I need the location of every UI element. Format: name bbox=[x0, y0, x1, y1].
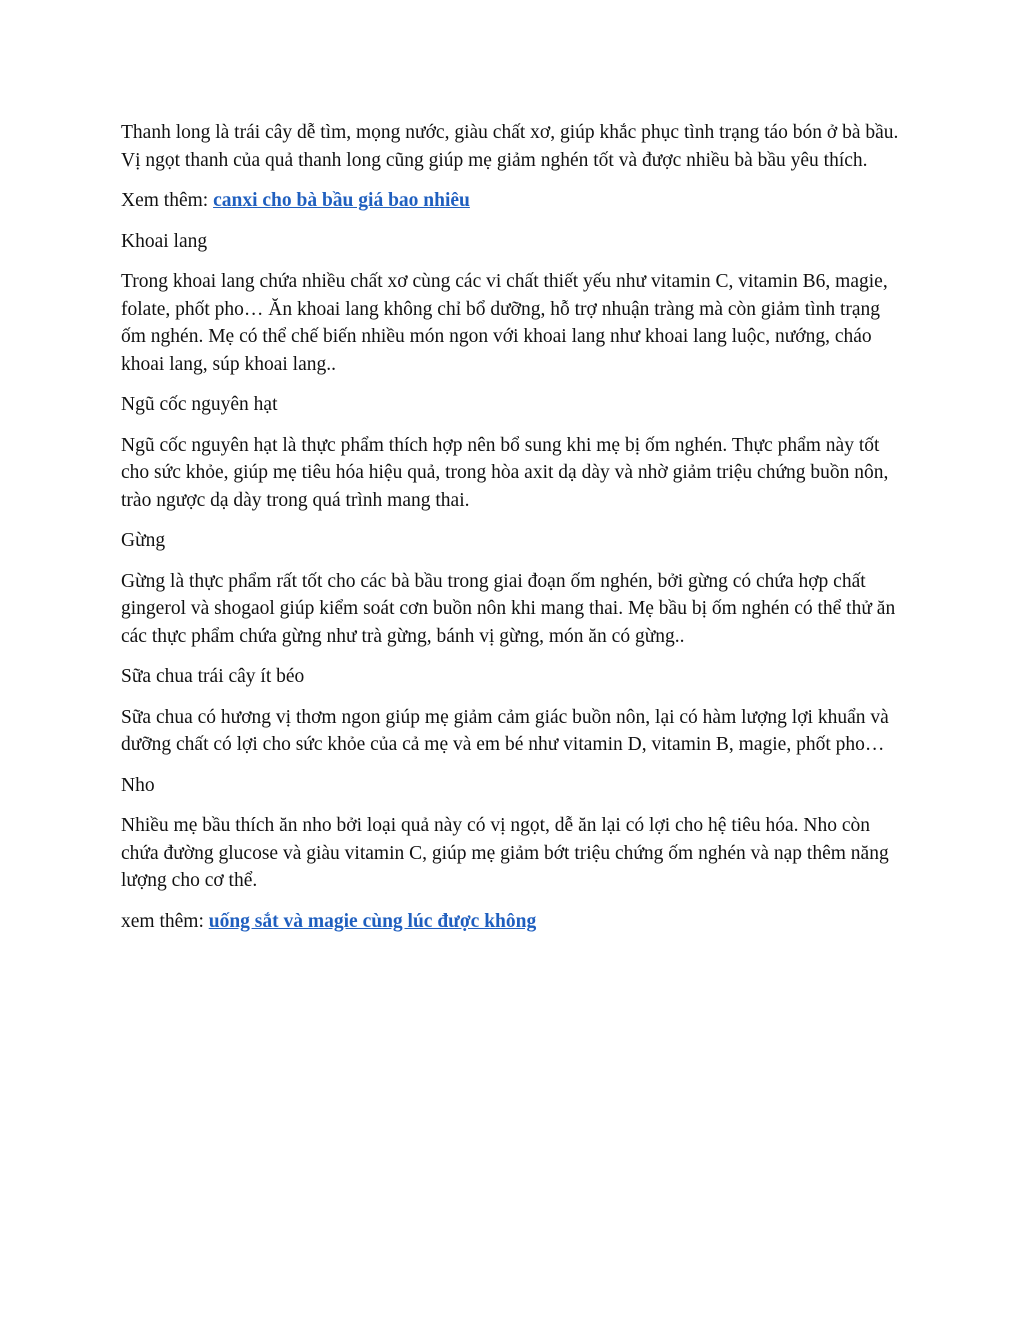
see-more-line-1 bbox=[121, 187, 907, 215]
heading-ngu-coc: Ngũ cốc nguyên hạt bbox=[121, 394, 278, 415]
see-more-line-2 bbox=[121, 908, 907, 936]
link-sat-magie[interactable]: uống sắt và magie cùng lúc được không bbox=[208, 910, 537, 932]
link-canxi-ba-bau[interactable]: canxi cho bà bầu giá bao nhiêu bbox=[213, 190, 470, 211]
see-more-prefix: xem thêm: bbox=[121, 910, 209, 932]
paragraph-gung: Gừng là thực phẩm rất tốt cho các bà bầu trong giai đoạn ốm nghén, bởi gừng có chứa hợp chất gingerol và shogaol giúp kiểm soát cơn buồn nôn khi mang thai. Mẹ bầu bị ốm nghén có thể thử ăn các thực phẩm chứa gừng như trà gừng, bánh vị gừng, món ăn có gừng.. bbox=[121, 570, 896, 647]
see-more-prefix: Xem thêm: bbox=[121, 190, 214, 211]
paragraph-thanh-long: Thanh long là trái cây dễ tìm, mọng nước, giàu chất xơ, giúp khắc phục tình trạng táo bón ở bà bầu. Vị ngọt thanh của quả thanh long cũng giúp mẹ giảm nghén tốt và được nhiều bà bầu yêu thích. bbox=[121, 122, 899, 171]
heading-nho: Nho bbox=[121, 774, 155, 796]
heading-sua-chua: Sữa chua trái cây ít béo bbox=[121, 666, 305, 687]
document-body bbox=[121, 119, 907, 948]
paragraph-khoai-lang: Trong khoai lang chứa nhiều chất xơ cùng các vi chất thiết yếu như vitamin C, vitamin B6, magie, folate, phốt pho… Ăn khoai lang không chỉ bổ dưỡng, hỗ trợ nhuận tràng mà còn giảm tình trạng ốm nghén. Mẹ có thể chế biến nhiều món ngon với khoai lang như khoai lang luộc, nướng, cháo khoai lang, súp khoai lang.. bbox=[121, 271, 888, 375]
paragraph-ngu-coc: Ngũ cốc nguyên hạt là thực phẩm thích hợp nên bổ sung khi mẹ bị ốm nghén. Thực phẩm này tốt cho sức khỏe, giúp mẹ tiêu hóa hiệu quả, trong hòa axit dạ dày và nhờ giảm triệu chứng buồn nôn, trào ngược dạ dày trong quá trình mang thai. bbox=[121, 434, 889, 511]
heading-khoai-lang: Khoai lang bbox=[121, 230, 208, 252]
paragraph-nho: Nhiều mẹ bầu thích ăn nho bởi loại quả này có vị ngọt, dễ ăn lại có lợi cho hệ tiêu hóa. Nho còn chứa đường glucose và giàu vitamin C, giúp mẹ giảm bớt triệu chứng ốm nghén và nạp thêm năng lượng cho cơ thể. bbox=[121, 815, 889, 891]
paragraph-sua-chua: Sữa chua có hương vị thơm ngon giúp mẹ giảm cảm giác buồn nôn, lại có hàm lượng lợi khuẩn và dưỡng chất có lợi cho sức khỏe của cả mẹ và em bé như vitamin D, vitamin B, magie, phốt pho… bbox=[121, 706, 889, 755]
heading-gung: Gừng bbox=[121, 530, 166, 551]
